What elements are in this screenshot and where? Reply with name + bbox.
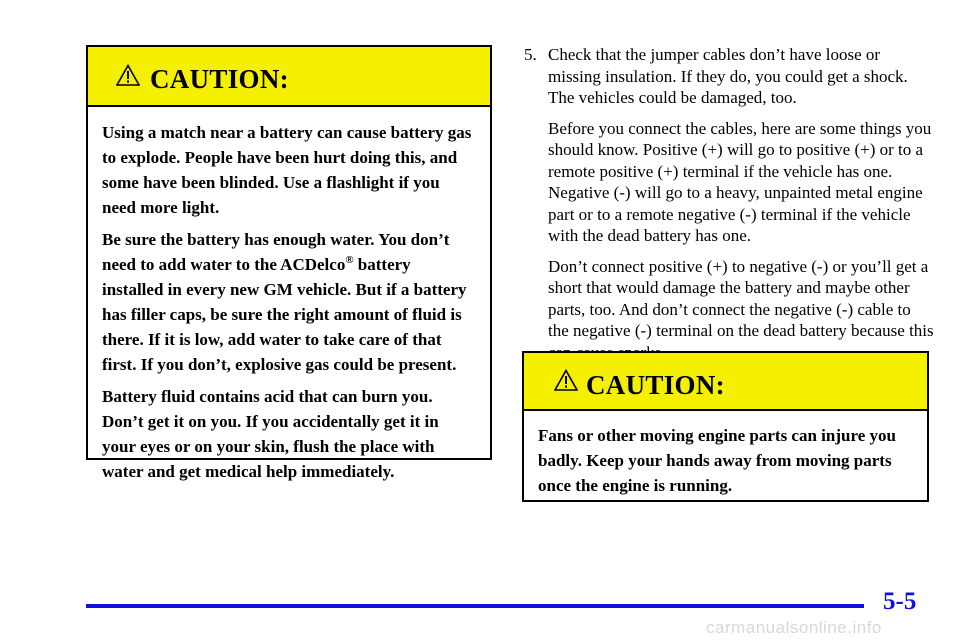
caution-title: CAUTION: (150, 64, 289, 94)
caution-paragraph: Be sure the battery has enough water. You don’t need to add water to the ACDelco® battery installed in every new GM vehicle. But if a battery has filler caps, be sure the right amount of fluid is there. If it is low, add water to take care of that first. If you don’t, explosive gas could be present. (102, 230, 467, 374)
step-5 (524, 44, 934, 372)
page-number: 5-5 (883, 588, 917, 615)
watermark: carmanualsonline.info (706, 618, 882, 637)
caution-body (88, 107, 490, 484)
caution-box-fans (522, 351, 929, 502)
step-text (548, 44, 934, 363)
caution-title: CAUTION: (586, 370, 725, 400)
caution-paragraph: Fans or other moving engine parts can injure you badly. Keep your hands away from moving parts once the engine is running. (538, 426, 896, 495)
caution-header (88, 47, 490, 107)
footer-rule (86, 604, 864, 608)
warning-triangle-icon (554, 369, 578, 391)
step-paragraph: Before you connect the cables, here are some things you should know. Positive (+) will go to positive (+) or to a remote positive (+) terminal if the vehicle has one. Negative (-) will go to a heavy, unpainted metal engine part or to a remote negative (-) terminal if the vehicle with the dead battery has one. (548, 118, 932, 245)
caution-paragraph: Battery fluid contains acid that can burn you. Don’t get it on you. If you accidentally get it in your eyes or on your skin, flush the place with water and get medical help immediately. (102, 387, 439, 481)
step-paragraph: Don’t connect positive (+) to negative (-) or you’ll get a short that would damage the battery and maybe other parts, too. And don’t connect the negative (-) cable to the negative (-) terminal on the dead battery because this (548, 256, 934, 340)
warning-triangle-icon (116, 64, 140, 86)
registered-mark: ® (345, 254, 354, 266)
caution-paragraph: Using a match near a battery can cause battery gas to explode. People have been hurt doing this, and some have been blinded. Use a flashlight if you need more light. (102, 123, 472, 217)
caution-box-battery (86, 45, 492, 481)
step-number: 5. (524, 45, 537, 64)
caution-body (524, 411, 927, 498)
step-paragraph: Check that the jumper cables don’t have loose or missing insulation. If they do, you could get a shock. The vehicles could be damaged, too. (548, 45, 908, 107)
caution-header (524, 353, 927, 411)
